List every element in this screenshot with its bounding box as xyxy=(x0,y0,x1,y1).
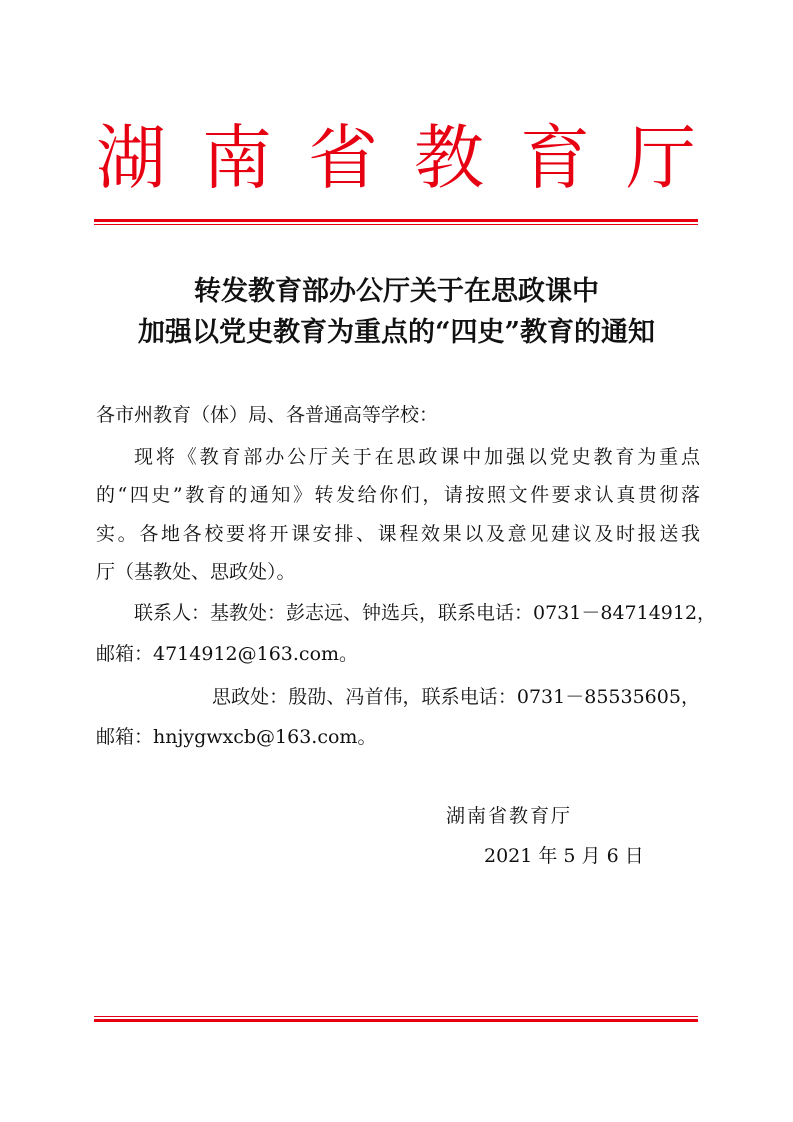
paragraph-line: 的“四史”教育的通知》转发给你们，请按照文件要求认真贯彻落 xyxy=(96,484,700,506)
letterhead-char: 省 xyxy=(308,117,378,199)
document-title-line-2: 加强以党史教育为重点的“四史”教育的通知 xyxy=(137,317,656,348)
letterhead-title xyxy=(96,118,696,198)
letterhead-rule-thin xyxy=(94,224,698,225)
footer-rule-thick xyxy=(94,1019,698,1022)
contact-line: 联系人：基教处：彭志远、钟选兵，联系电话：0731－84714912， xyxy=(134,602,717,624)
document-title-line-1: 转发教育部办公厅关于在思政课中 xyxy=(194,276,599,307)
salutation: 各市州教育（体）局、各普通高等学校： xyxy=(96,404,439,426)
letterhead-char: 南 xyxy=(202,117,272,199)
letterhead-char: 厅 xyxy=(626,117,696,199)
letterhead-char: 教 xyxy=(414,117,484,199)
contact-line: 思政处：殷劭、冯首伟，联系电话：0731－85535605， xyxy=(212,686,700,708)
signature-date: 2021 年 5 月 6 日 xyxy=(484,845,644,867)
letterhead-rule-thick xyxy=(94,219,698,222)
paragraph-line: 现将《教育部办公厅关于在思政课中加强以党史教育为重点 xyxy=(134,446,700,468)
contact-email: 邮箱：hnjygwxcb@163.com。 xyxy=(96,726,377,748)
contact-email: 邮箱：4714912@163.com。 xyxy=(96,643,359,665)
letterhead-char: 湖 xyxy=(96,117,166,199)
signature-org: 湖南省教育厅 xyxy=(446,805,573,827)
letterhead-char: 育 xyxy=(520,117,590,199)
footer-rule-thin xyxy=(94,1016,698,1017)
paragraph-line: 厅（基教处、思政处）。 xyxy=(96,561,296,583)
paragraph-line: 实。各地各校要将开课安排、课程效果以及意见建议及时报送我 xyxy=(96,523,700,545)
